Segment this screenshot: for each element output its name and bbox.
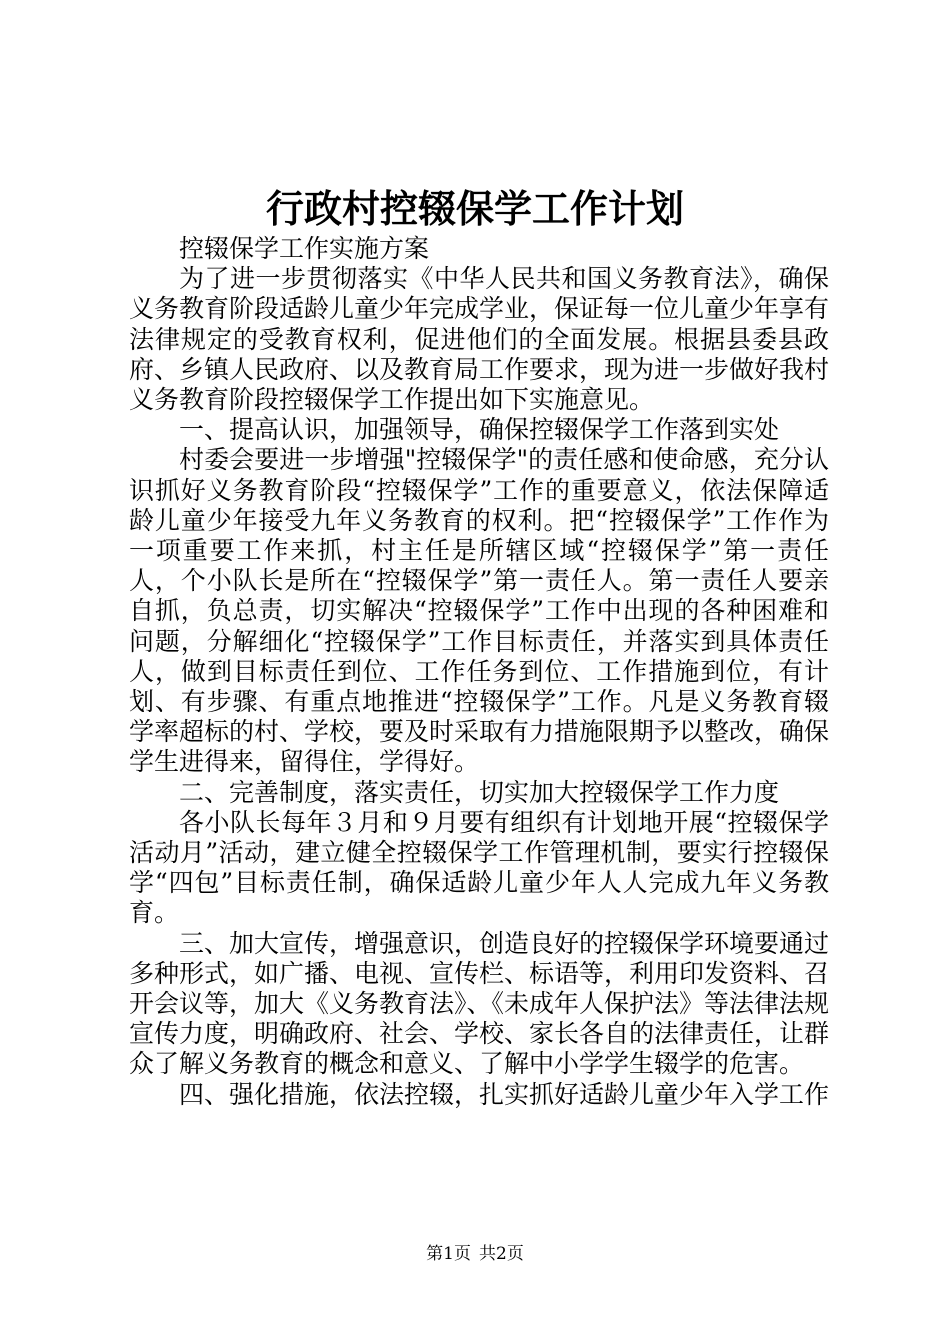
paragraph-section-3: 三、加大宣传，增强意识，创造良好的控辍保学环境要通过多种形式，如广播、电视、宣传栏、标语等，利用印发资料、召开会议等，加大《义务教育法》、《未成年人保护法》等法律法规宣传力度，明确政府、社会、学校、家长各自的法律责任，让群众了解义务教育的概念和意义、了解中小学学生辍学的危害。 — [129, 928, 830, 1079]
section-heading-4: 四、强化措施，依法控辍，扎实抓好适龄儿童少年入学工作 — [179, 1079, 830, 1109]
paragraph-section-1: 村委会要进一步增强"控辍保学"的责任感和使命感，充分认识抓好义务教育阶段“控辍保学”工作的重要意义，依法保障适龄儿童少年接受九年义务教育的权利。把“控辍保学”工作作为一项重要工作来抓，村主任是所辖区域“控辍保学”第一责任人，个小队长是所在“控辍保学”第一责任人。第一责任人要亲自抓，负总责，切实解决“控辍保学”工作中出现的各种困难和问题，分解细化“控辍保学”工作目标责任，并落实到具体责任人，做到目标责任到位、工作任务到位、工作措施到位，有计划、有步骤、有重点地推进“控辍保学”工作。凡是义务教育辍学率超标的村、学校，要及时采取有力措施限期予以整改，确保学生进得来，留得住，学得好。 — [129, 445, 830, 777]
paragraph-section-2: 各小队长每年３月和９月要有组织有计划地开展“控辍保学活动月”活动，建立健全控辍保学工作管理机制，要实行控辍保学“四包”目标责任制，确保适龄儿童少年人人完成九年义务教育。 — [129, 807, 829, 928]
paragraph-intro: 为了进一步贯彻落实《中华人民共和国义务教育法》，确保义务教育阶段适龄儿童少年完成学业，保证每一位儿童少年享有法律规定的受教育权利，促进他们的全面发展。根据县委县政府、乡镇人民政府、以及教育局工作要求，现为进一步做好我村义务教育阶段控辍保学工作提出如下实施意见。 — [129, 264, 830, 415]
paragraph-subtitle: 控辍保学工作实施方案 — [179, 234, 430, 263]
page-number-total: 共2页 — [479, 1244, 524, 1264]
document-title: 行政村控辍保学工作计划 — [265, 186, 684, 231]
section-heading-2: 二、完善制度，落实责任，切实加大控辍保学工作力度 — [179, 777, 780, 807]
document-body — [129, 234, 829, 1110]
section-heading-1: 一、提高认识，加强领导，确保控辍保学工作落到实处 — [179, 415, 780, 445]
page-number-current: 第1页 — [426, 1244, 471, 1264]
page-footer — [0, 1242, 950, 1266]
